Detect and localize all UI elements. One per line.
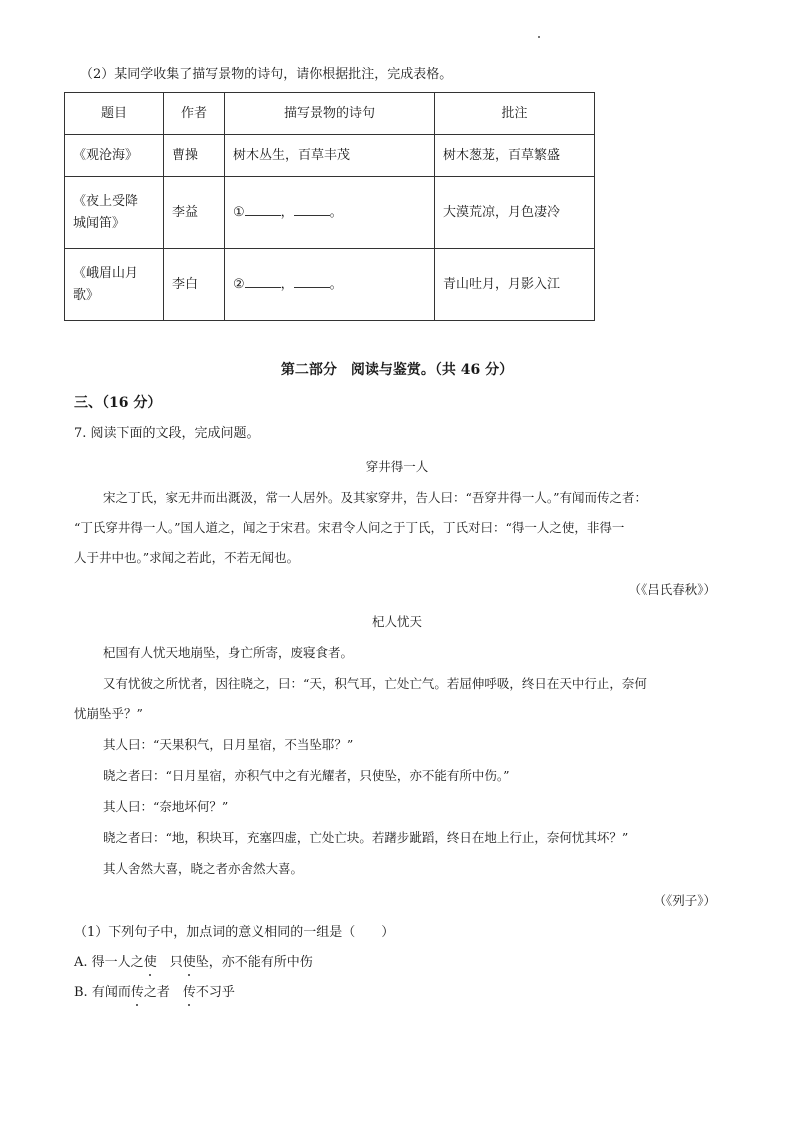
option-a-label: A.: [74, 955, 88, 970]
row-author: 曹操: [164, 135, 225, 177]
text2-line: 其人曰：“奈地坏何？”: [103, 799, 229, 814]
title-line: 歌》: [73, 287, 100, 303]
text2-source: （《列子》）: [653, 893, 716, 908]
option-a-text2: 坠，亦不能有所中伤: [195, 955, 313, 970]
table-row: [65, 135, 595, 177]
header-verse: 描写景物的诗句: [225, 93, 435, 135]
dotted-word: 传: [182, 985, 196, 1000]
row-comment: 树木葱茏，百草繁盛: [435, 135, 595, 177]
text2-line: 其人舍然大喜，晓之者亦舍然大喜。: [103, 861, 304, 876]
dotted-word: 传: [130, 985, 144, 1000]
q7-intro: 7. 阅读下面的文段，完成问题。: [74, 426, 260, 441]
answer-blank[interactable]: [245, 203, 281, 216]
option-b-text1: 有闻而: [91, 985, 131, 1000]
answer-blank[interactable]: [294, 203, 330, 216]
option-b-text1b: 之者: [143, 985, 170, 1000]
header-title: 题目: [65, 93, 164, 135]
header-comment: 批注: [435, 93, 595, 135]
dotted-word: 使: [143, 955, 157, 970]
blank-separator: ，: [280, 204, 294, 220]
option-b[interactable]: [74, 985, 235, 1001]
row-title: [65, 177, 164, 249]
answer-blank[interactable]: [245, 275, 281, 288]
option-b-label: B.: [74, 985, 88, 1000]
text1-source: （《吕氏春秋》）: [628, 582, 716, 597]
option-a-gap: 只: [156, 955, 183, 970]
option-a[interactable]: [74, 955, 313, 971]
text1-title: 穿井得一人: [365, 459, 429, 474]
text1-line: 宋之丁氏，家无井而出溉汲，常一人居外。及其家穿井，告人曰：“吾穿井得一人。”有闻而传之者：: [103, 490, 648, 505]
text2-line: 忧崩坠乎？”: [74, 706, 143, 721]
blank-number: ①: [233, 204, 245, 220]
row-verse: 树木丛生，百草丰茂: [225, 135, 435, 177]
dotted-word: 使: [182, 955, 196, 970]
part2-heading: 第二部分 阅读与鉴赏。（共 46 分）: [280, 362, 514, 378]
section3-heading: 三、（16 分）: [74, 395, 162, 411]
option-b-gap: [170, 985, 183, 1000]
row-verse: [225, 249, 435, 321]
poem-table: [64, 92, 595, 321]
row-comment: 大漠荒凉，月色凄冷: [435, 177, 595, 249]
row-author: 李白: [164, 249, 225, 321]
text1-line: “丁氏穿井得一人。”国人道之，闻之于宋君。宋君令人问之于丁氏，丁氏对曰：“得一人之使，非得一: [74, 520, 625, 535]
row-title: [65, 135, 164, 177]
blank-end: 。: [329, 204, 343, 220]
text2-line: 又有忧彼之所忧者，因往晓之，曰：“天，积气耳，亡处亡气。若屈伸呼吸，终日在天中行止，奈何: [103, 676, 647, 691]
row-comment: 青山吐月，月影入江: [435, 249, 595, 321]
q2-prompt: （2）某同学收集了描写景物的诗句，请你根据批注，完成表格。: [80, 67, 453, 82]
table-row: [65, 249, 595, 321]
blank-end: 。: [329, 276, 343, 292]
blank-separator: ，: [280, 276, 294, 292]
page-dot: [538, 36, 540, 38]
row-author: 李益: [164, 177, 225, 249]
option-a-text1: 得一人之: [91, 955, 144, 970]
title-line: 城闻笛》: [73, 215, 126, 231]
title-line: 《峨眉山月: [73, 265, 139, 281]
text2-line: 杞国有人忧天地崩坠，身亡所寄，废寝食者。: [103, 645, 354, 660]
table-row: [65, 177, 595, 249]
text2-line: 晓之者曰：“日月星宿，亦积气中之有光耀者，只使坠，亦不能有所中伤。”: [103, 768, 510, 783]
row-title: [65, 249, 164, 321]
text2-line: 其人曰：“天果积气，日月星宿，不当坠耶？”: [103, 737, 354, 752]
q1-prompt: （1）下列句子中，加点词的意义相同的一组是（ ）: [74, 925, 395, 940]
title-line: 《观沧海》: [73, 147, 139, 163]
text1-line: 人于井中也。”求闻之若此，不若无闻也。: [74, 550, 300, 565]
blank-number: ②: [233, 276, 245, 292]
row-verse: [225, 177, 435, 249]
text2-title: 杞人忧天: [371, 614, 422, 629]
text2-line: 晓之者曰：“地，积块耳，充塞四虚，亡处亡块。若躇步跐蹈，终日在地上行止，奈何忧其坏？”: [103, 830, 629, 845]
answer-blank[interactable]: [294, 275, 330, 288]
table-header-row: [65, 93, 595, 135]
header-author: 作者: [164, 93, 225, 135]
option-b-text2: 不习乎: [195, 985, 235, 1000]
title-line: 《夜上受降: [73, 193, 139, 209]
